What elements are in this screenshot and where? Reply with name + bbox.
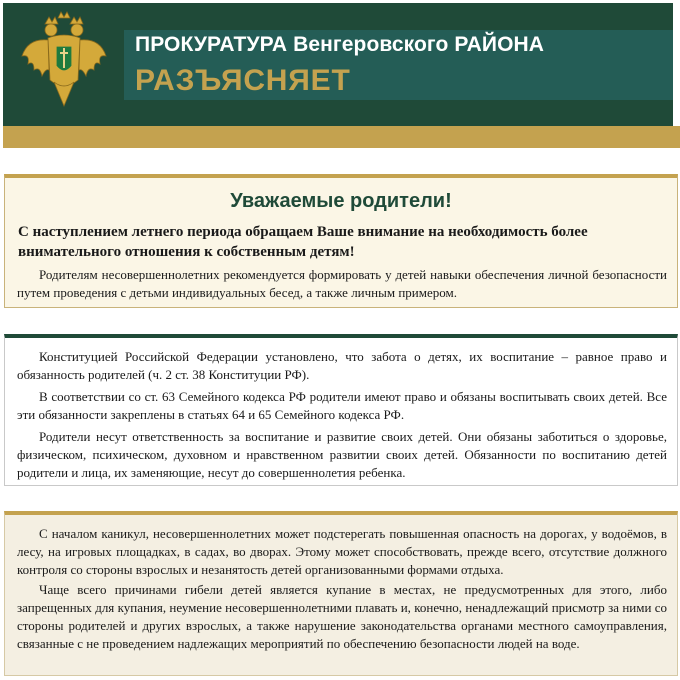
notice-intro: С наступлением летнего периода обращаем Ваше внимание на необходимость более внимательного отношения к собственным детям! (18, 224, 588, 260)
summer-dangers-box (4, 511, 678, 676)
legal-obligations-box (4, 334, 678, 486)
paragraph: Родители несут ответственность за воспитание и развитие своих детей. Они обязаны заботиться о здоровье, физическом, психическом, духовном и нравственном развитии своих детей. Обязанности по воспитанию детей родители и лица, их заменяющие, несут до совершеннолетия ребенка. (17, 429, 667, 480)
prosecutor-emblem-icon (18, 10, 110, 116)
paragraph: С началом каникул, несовершеннолетних может подстерегать повышенная опасность на дорогах, у водоёмов, в лесу, на игровых площадках, в садах, во дворах. Этому может способствовать, прежде всего, отсутствие должного контроля со стороны взрослых и незанятость детей организованными формами отдыха. (17, 526, 667, 577)
notice-heading: Уважаемые родители! (230, 190, 452, 212)
parents-notice-box (4, 174, 678, 308)
header-title: ПРОКУРАТУРА Венгеровского РАЙОНА (135, 33, 545, 56)
paragraph: Чаще всего причинами гибели детей является купание в местах, не предусмотренных для этого, либо запрещенных для купания, неумение несовершеннолетними плавать и, конечно, ненадлежащий присмотр за ними со стороны родителей и других взрослых, а также нарушение законодательства органами местного самоуправления, связанные с не проведением надлежащих мероприятий по обеспечению безопасности людей на воде. (17, 582, 667, 651)
paragraph: В соответствии со ст. 63 Семейного кодекса РФ родители имеют право и обязаны воспитывать своих детей. Все эти обязанности закреплены в статьях 64 и 65 Семейного кодекса РФ. (17, 389, 667, 422)
paragraph: Конституцией Российской Федерации установлено, что забота о детях, их воспитание – равное право и обязанность родителей (ч. 2 ст. 38 Конституции РФ). (17, 349, 667, 382)
header-gold-bar (3, 126, 680, 148)
notice-paragraph: Родителям несовершеннолетних рекомендуется формировать у детей навыки обеспечения личной безопасности путем проведения с детьми индивидуальных бесед, а также личным примером. (17, 267, 667, 300)
header-subtitle: РАЗЪЯСНЯЕТ (135, 64, 351, 97)
